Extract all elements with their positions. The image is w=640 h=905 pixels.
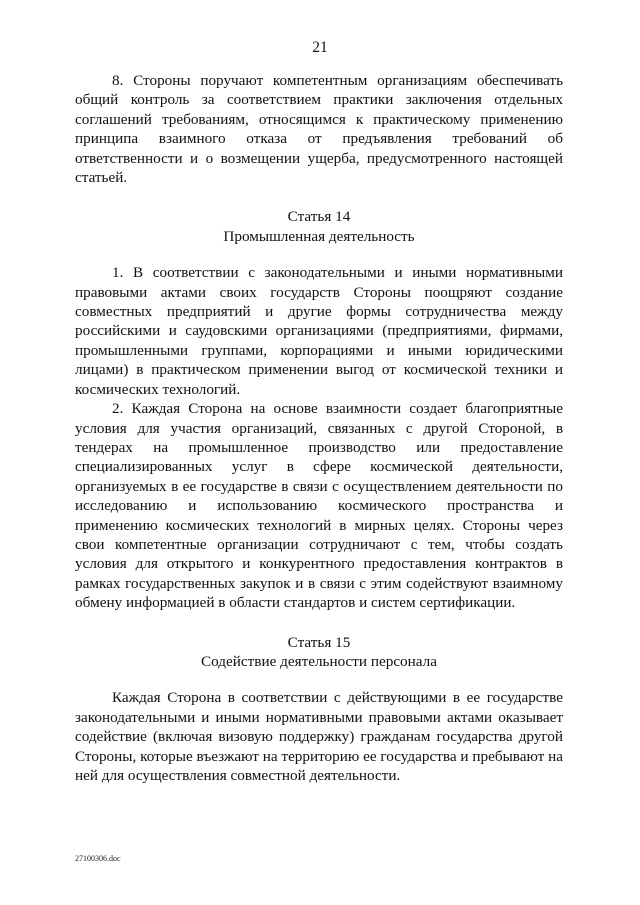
paragraph-8-liability-waiver: 8. Стороны поручают компетентным организациям обеспечивать общий контроль за соответствием практики заключения отдельных соглашений требованиям, относящимся к практическому применению принципа взаимного отказа от предъявления требований об ответственности и о возмещении ущерба, предусмотренного настоящей статьей.	[75, 72, 563, 187]
article-14-paragraph-1: 1. В соответствии с законодательными и иными нормативными правовыми актами своих государств Стороны поощряют создание совместных предприятий и другие формы сотрудничества между российскими и саудовскими организациями (предприятиями, фирмами, промышленными группами, корпорациями и иными юридическими лицами) в практическом применении выгод от космической техники и космических технологий.	[75, 264, 563, 398]
article-15-paragraph: Каждая Сторона в соответствии с действующими в ее государстве законодательными и иными нормативными правовыми актами оказывает содействие (включая визовую поддержку) гражданам государства другой Стороны, которые въезжают на территорию ее государства и пребывают на ней для осуществления совместной деятельности.	[75, 689, 563, 784]
article-14-paragraph-2: 2. Каждая Сторона на основе взаимности создает благоприятные условия для участия организаций, связанных с другой Стороной, в тендерах на промышленное производство или предоставление специализированных услуг в сфере космической деятельности, организуемых в ее государстве в связи с осуществлением деятельности по исследованию и использованию космического пространства и применению космических технологий в мирных целях. Стороны через свои компетентные организации сотрудничают с тем, чтобы создать условия для открытого и конкурентного предоставления контрактов в рамках государственных закупок и в связи с этим содействуют взаимному обмену информацией в области стандартов и систем сертификации.	[75, 400, 563, 612]
page-number: 21	[312, 39, 328, 56]
article-15-heading: Статья 15	[287, 633, 351, 651]
footer-file-code: 27100306.doc	[75, 854, 121, 863]
article-14-heading: Статья 14	[287, 208, 351, 226]
article-15-title: Содействие деятельности персонала	[201, 652, 437, 670]
document-body	[75, 71, 563, 785]
article-14-title: Промышленная деятельность	[223, 227, 415, 245]
